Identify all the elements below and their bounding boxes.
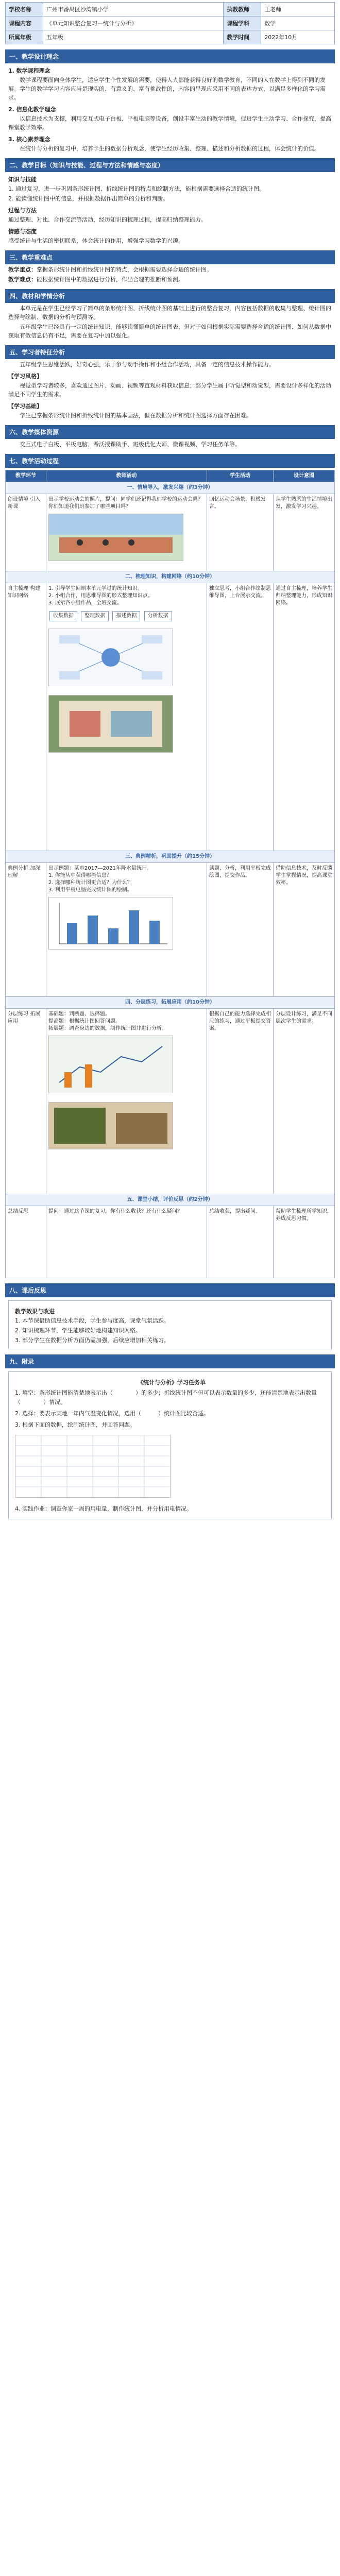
student-work-photo [48,695,173,753]
r5-student: 总结收获，提出疑问。 [207,1206,274,1278]
time-label: 教学时间 [224,30,261,44]
r4-teacher [46,1009,207,1194]
col-stage: 教学环节 [6,470,46,482]
worksheet-q1: 1. 填空：条形统计图能清楚地表示出（ ）的多少；折线统计图不但可以表示数量的多少，还能清楚地表示出数量（ ）情况。 [15,1389,317,1405]
grade-label: 所属年级 [6,30,43,44]
classroom-photo [48,1102,173,1149]
s3-v2: 能根据统计图中的数据进行分析，作出合理的推断和预测。 [37,276,184,283]
chip-organize: 整理数据 [81,611,109,621]
info-table [5,2,335,44]
time-value: 2022年10月 [261,30,335,44]
lesson-plan-page [5,2,335,1519]
section-2-heading: 二、教学目标（知识与技能、过程与方法和情感与态度） [5,158,335,172]
stage-4: 四、分层练习，拓展应用（约10分钟） [6,997,335,1009]
s5-p1: 五年级学生思维活跃，好奇心强，乐于参与动手操作和小组合作活动，具备一定的信息技术操作能力。 [20,361,275,368]
s3-difficulty [8,275,332,284]
section-7-heading: 七、教学活动过程 [5,454,335,468]
col-teacher: 教师活动 [46,470,207,482]
r2-student: 独立思考，小组合作绘制思维导图，上台展示交流。 [207,583,274,851]
chip-describe: 描述数据 [112,611,140,621]
reflection-3: 3. 部分学生在数据分析方面仍需加强，后续应增加相关练习。 [15,1337,169,1344]
section-9-heading: 九、附录 [5,1354,335,1368]
chip-analyze: 分析数据 [144,611,172,621]
worksheet-q2: 2. 选择：要表示某地一年内气温变化情况，选用（ ）统计图比较合适。 [15,1410,209,1417]
s5-p3: 学生已掌握条形统计图和折线统计图的基本画法，但在数据分析和统计图选择方面存在困难。 [20,412,252,419]
s1-p1: 数学课程要面向全体学生，适应学生个性发展的需要，使得人人都能获得良好的数学教育，不同的人在数学上得到不同的发展。学生的数学学习内容应当是现实的、有意义的、富有挑战性的，内容的呈现应采用不同的表达方式，以满足多样化的学习需求。 [8,77,326,101]
s2-t1: 知识与技能 [8,176,37,183]
chip-collect: 收集数据 [49,611,77,621]
worksheet-q4: 4. 实践作业：调查你家一周的用电量，制作统计图，并分析用电情况。 [15,1505,192,1512]
rainfall-chart-image [48,897,173,950]
s3-k1: 教学重点： [8,266,37,273]
r2-stage: 自主梳理 构建知识网络 [6,583,46,851]
mind-map-image [48,629,173,686]
s6-p1: 交互式电子白板、平板电脑、希沃授课助手、班级优化大师、微课视频、学习任务单等。 [20,441,241,448]
school-value: 广州市番禺区沙湾镇小学 [43,3,224,16]
reflection-1: 1. 本节课借助信息技术手段，学生参与度高，课堂气氛活跃。 [15,1317,169,1324]
worksheet-title: 《统计与分析》学习任务单 [138,1379,206,1386]
reflection-box [8,1300,332,1349]
section-8-heading: 八、课后反思 [5,1283,335,1297]
r1-design: 从学生熟悉的生活情境出发，激发学习兴趣。 [274,494,335,571]
exercise-chart-image [48,1036,173,1093]
stage-3: 三、典例精析，巩固提升（约15分钟） [6,851,335,863]
s1-p2: 以信息技术为支撑，利用交互式电子白板、平板电脑等设备，创设丰富生动的教学情境，促进学生主动学习、合作探究，提高课堂教学效率。 [8,115,331,131]
r4-student: 根据自己的能力选择完成相应的练习，通过平板提交答案。 [207,1009,274,1194]
s5-p2: 视觉型学习者较多，喜欢通过图片、动画、视频等直观材料获取信息；部分学生属于听觉型和动觉型，需要设计多样化的活动满足不同学生的需求。 [8,382,331,398]
course-label: 课程内容 [6,16,43,30]
knowledge-chips [48,610,205,622]
r3-student: 读题、分析，利用平板完成绘图，提交作品。 [207,863,274,997]
s1-h1: 1. 数学课程理念 [8,67,50,74]
section-3-heading: 三、教学重难点 [5,250,335,264]
subject-value: 数学 [261,16,335,30]
s2-p4: 感受统计与生活的密切联系，体会统计的作用，增强学习数学的兴趣。 [8,238,184,244]
s3-v1: 掌握条形统计图和折线统计图的特点，会根据需要选择合适的统计图。 [37,266,212,273]
reflection-title: 教学效果与改进 [15,1308,55,1315]
teacher-value: 王老师 [261,3,335,16]
r3-stage: 典例分析 加深理解 [6,863,46,997]
r5-design: 帮助学生梳理所学知识，养成反思习惯。 [274,1206,335,1278]
worksheet-box [8,1371,332,1519]
section-1-heading: 一、教学设计理念 [5,49,335,63]
r1-stage: 创设情境 引入新课 [6,494,46,571]
section-6-heading: 六、教学媒体资源 [5,425,335,439]
s2-p1: 1. 通过复习，进一步巩固条形统计图、折线统计图的特点和绘制方法，能根据需要选择合适的统计图。 [8,185,265,192]
s3-k2: 教学难点： [8,276,37,283]
worksheet-q3: 3. 根据下面的数据，绘制统计图，并回答问题。 [15,1421,135,1428]
reflection-2: 2. 知识梳理环节，学生能够较好地构建知识网络。 [15,1327,141,1334]
r3-teacher-text: 出示例题：某市2017—2021年降水量统计。 1. 你能从中获得哪些信息？ 2. 选择哪种统计图更合适？为什么？ 3. 利用平板电脑完成统计图的绘制。 [48,866,152,893]
subject-label: 课程学科 [224,16,261,30]
col-design: 设计意图 [274,470,335,482]
s2-t2: 过程与方法 [8,207,37,214]
s4-p2: 五年级学生已经具有一定的统计知识，能够读懂简单的统计图表，但对于如何根据实际需要选择合适的统计图、如何从数据中获取有效信息仍有不足，需要在复习中加以强化。 [8,324,331,339]
s1-p3: 在统计与分析的复习中，培养学生的数据分析观念，使学生经历收集、整理、描述和分析数据的过程，体会统计的价值。 [20,145,320,152]
stage-2: 二、梳理知识，构建网络（约10分钟） [6,571,335,583]
s2-t3: 情感与态度 [8,228,37,235]
s2-p3: 通过整理、对比、合作交流等活动，经历知识的梳理过程，提高归纳整理能力。 [8,216,207,223]
s5-h2: 【学习基础】 [8,403,42,410]
sports-meet-photo [48,514,183,561]
r4-design: 分层设计练习，满足不同层次学生的需求。 [274,1009,335,1194]
r1-teacher-text: 出示学校运动会的照片，提问：同学们还记得我们学校的运动会吗？你们知道我们班参加了哪些项目吗？ [48,497,203,510]
grade-value: 五年级 [43,30,224,44]
school-label: 学校名称 [6,3,43,16]
r1-teacher [46,494,207,571]
r2-teacher [46,583,207,851]
stage-1: 一、情境导入，激发兴趣（约3分钟） [6,482,335,494]
teacher-label: 执教教师 [224,3,261,16]
r4-teacher-text: 基础题：判断题、选择题。 提高题：根据统计图回答问题。 拓展题：调查身边的数据，制作统计图并进行分析。 [48,1011,167,1031]
course-value: 《单元知识整合复习—统计与分析》 [43,16,224,30]
s5-h1: 【学习风格】 [8,373,42,380]
col-student: 学生活动 [207,470,274,482]
section-5-heading: 五、学习者特征分析 [5,345,335,359]
s1-h2: 2. 信息化教学理念 [8,106,56,113]
s4-p1: 本单元是在学生已经学习了简单的条形统计图、折线统计图的基础上进行的整合复习，内容包括数据的收集与整理、统计图的选择与绘制、数据的分析与预测等。 [8,305,331,320]
r4-stage: 分层练习 拓展应用 [6,1009,46,1194]
r2-teacher-text: 1. 引导学生回顾本单元学过的统计知识。 2. 小组合作，用思维导图的形式整理知识点。 3. 展示各小组作品，全班交流。 [48,586,153,606]
s3-focus [8,265,332,274]
r2-design: 通过自主梳理，培养学生归纳整理能力，形成知识网络。 [274,583,335,851]
r5-teacher: 提问：通过这节课的复习，你有什么收获？还有什么疑问？ [46,1206,207,1278]
r3-teacher [46,863,207,997]
worksheet-grid [15,1435,171,1498]
r3-design: 借助信息技术，及时反馈学生掌握情况，提高课堂效率。 [274,863,335,997]
s2-p2: 2. 能读懂统计图中的信息，并根据数据作出简单的分析和判断。 [8,195,168,202]
r1-student: 回忆运动会场景，积极发言。 [207,494,274,571]
r5-stage: 总结反思 [6,1206,46,1278]
process-table [5,470,335,1278]
s1-h3: 3. 核心素养理念 [8,136,50,143]
stage-5: 五、课堂小结，评价反思（约2分钟） [6,1194,335,1206]
section-4-heading: 四、教材和学情分析 [5,289,335,303]
